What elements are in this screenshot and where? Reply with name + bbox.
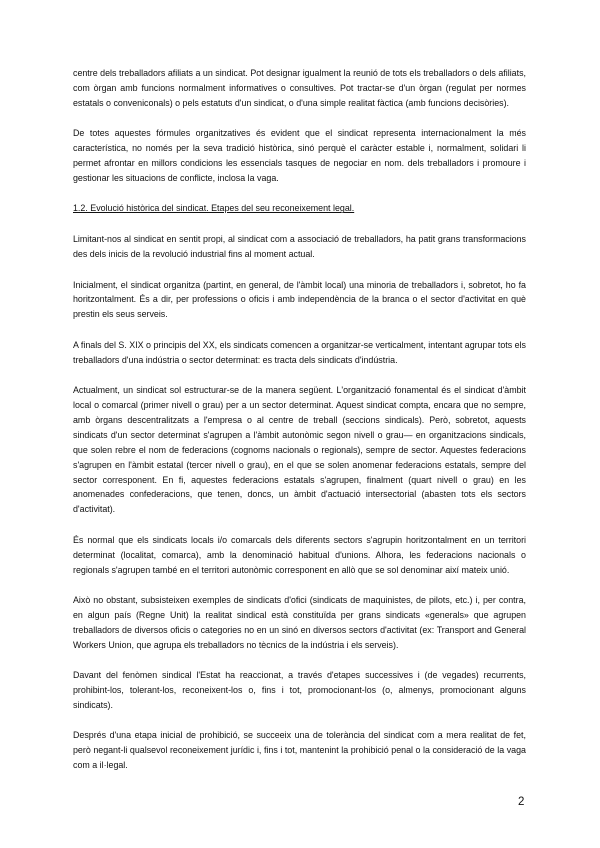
paragraph: Davant del fenòmen sindical l'Estat ha reaccionat, a través d'etapes successives i (de vegades) recurrents, prohibint-los, tolerant-los, reconeixent-los o, fins i tot, promocionant-los (o, almenys, promocionant alguns sindicats).: [73, 670, 526, 710]
paragraph: Limitant-nos al sindicat en sentit propi, al sindicat com a associació de treballadors, ha patit grans transformacions des dels inicis de la revolució industrial fins al moment actual.: [73, 234, 526, 260]
paragraph: centre dels treballadors afiliats a un sindicat. Pot designar igualment la reunió de tots els treballadors o dels afiliats, com òrgan amb funcions normalment informatives o consultives. Pot tractar-se d'un òrgan (regulat per normes estatals o conveniconals) o pels estatuts d'un sindicat, o d'una simple realitat fàctica (amb funcions decisòries).: [73, 68, 526, 108]
page-number: 2: [518, 796, 525, 808]
paragraph: De totes aquestes fórmules organitzatives és evident que el sindicat representa internacionalment la més característica, no només per la seva tradició històrica, sinó perquè el caràcter estable i, normalment, solidari li permet afrontar en millors condicions les essencials tasques de negociar en nom. dels treballadors i promoure i gestionar les situacions de conflicte, inclosa la vaga.: [73, 128, 526, 183]
paragraph: Això no obstant, subsisteixen exemples de sindicats d'ofici (sindicats de maquinistes, de pilots, etc.) i, per contra, en algun país (Regne Unit) la realitat sindical està constituïda per grans sindicats «generals» que agrupen treballadors de diversos oficis o categories no en un sinó en diversos sectors d'activitat (ex: Transport and General Workers Union, que agrupa els treballadors no tècnics de la indústria i els serveis).: [73, 594, 526, 650]
paragraph: Actualment, un sindicat sol estructurar-se de la manera següent. L'organització fonamental és el sindicat d'àmbit local o comarcal (primer nivell o grau) per a un sector determinat. Aquest sindicat compta, encara que no sempre, amb òrgans descentralitzats a l'empresa o al centre de treball (seccions sindicals). Però, sobretot, aquests sindicats d'un sector determinat s'agrupen a l'àmbit autonòmic segon nivell o grau— en organitzacions sindicals, que solen rebre el nom de federacions (cognoms nacionals o regionals), sempre de sector. Aquestes federacions s'agrupen en l'àmbit estatal (tercer nivell o grau), en el que se solen anomenar federacions estatals, sempre del sector corresponent. En fi, aquestes federacions estatals s'agrupen, finalment (quart nivell o grau) en les anomenades confederacions, que tenen, doncs, un àmbit d'actuació intersectorial (abasten tots els sectors d'activitat).: [73, 385, 526, 515]
paragraph: Després d'una etapa inicial de prohibició, se succeeix una de tolerància del sindicat com a mera realitat de fet, però negant-li qualsevol reconeixement jurídic i, fins i tot, mantenint la prohibició penal o la consideració de la vaga com a il·legal.: [73, 730, 526, 771]
paragraph: A finals del S. XIX o principis del XX, els sindicats comencen a organitzar-se verticalment, intentant agrupar tots els treballadors d'una indústria o sector determinat: es tracta dels sindicats d'indústria.: [73, 339, 526, 365]
section-heading: 1.2. Evolució històrica del sindicat. Etapes del seu reconeixement legal.: [73, 203, 355, 214]
paragraph: És normal que els sindicats locals i/o comarcals dels diferents sectors s'agrupin horitzontalment en un territori determinat (localitat, comarca), amb la denominació habitual d'unions. Alhora, les federacions nacionals o regionals s'agrupen també en el territori autonòmic corresponent en allò que se sol denominar així mateix unió.: [73, 534, 526, 575]
paragraph: Inicialment, el sindicat organitza (partint, en general, de l'àmbit local) una minoria de treballadors i, sobretot, ho fa horitzontalment. És a dir, per professions o oficis i amb independència de la branca o el sector d'activitat en què prestin els seus serveis.: [73, 279, 526, 320]
document-body: [73, 66, 526, 789]
